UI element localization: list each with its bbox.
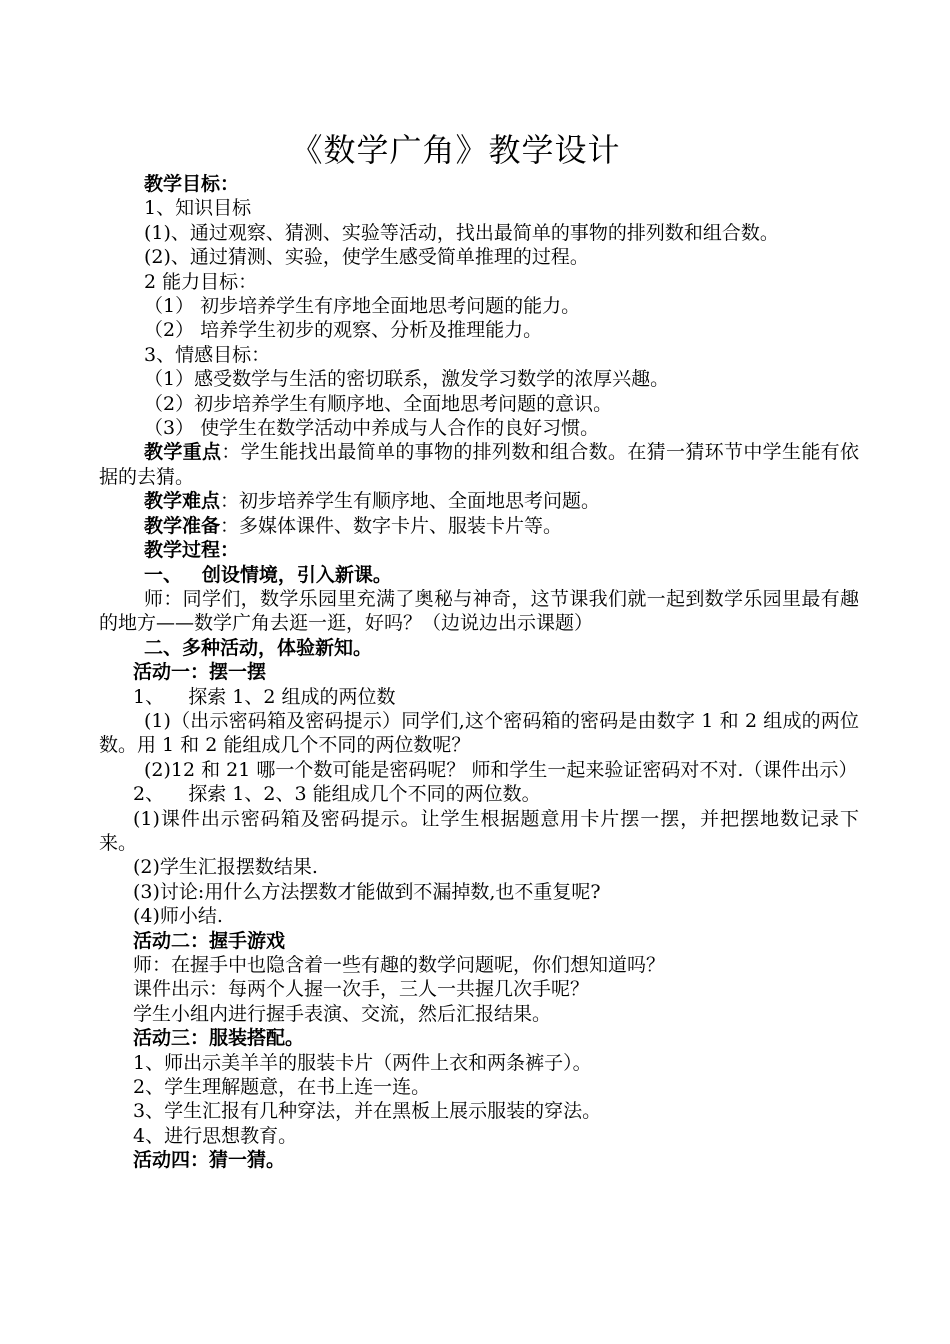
ability-heading: 2 能力目标： <box>144 270 258 293</box>
activity-1-step-1-item-2: (2)12 和 21 哪一个数可能是密码呢？ 师和学生一起来验证密码对不对.（课件出示） <box>144 758 858 781</box>
difficult-point-label: 教学难点 <box>144 490 221 513</box>
emotion-item-2: （2）初步培养学生有顺序地、全面地思考问题的意识。 <box>144 392 613 415</box>
key-point-text: ：学生能找出最简单的事物的排列数和组合数。在猜一猜环节中学生能有依据的去猜。 <box>99 441 859 488</box>
knowledge-item-1: (1)、通过观察、猜测、实验等活动，找出最简单的事物的排列数和组合数。 <box>144 221 779 244</box>
document-title: 《数学广角》教学设计 <box>290 131 621 169</box>
preparation-label: 教学准备 <box>144 514 221 537</box>
emotion-item-1: （1）感受数学与生活的密切联系，激发学习数学的浓厚兴趣。 <box>144 368 670 391</box>
activity-2-heading: 活动二：握手游戏 <box>133 929 286 952</box>
activity-2-line-1: 师：在握手中也隐含着一些有趣的数学问题呢，你们想知道吗？ <box>133 954 666 976</box>
process-heading: 教学过程： <box>144 539 240 562</box>
document-body <box>99 172 859 1173</box>
activity-1-step-2: 2、 探索 1、2、3 能组成几个不同的两位数。 <box>133 783 541 806</box>
activity-3-heading: 活动三：服装搭配。 <box>133 1027 305 1050</box>
activity-2-line-2: 课件出示：每两个人握一次手，三人一共握几次手呢？ <box>133 978 590 1001</box>
section-2-heading: 二、多种活动，体验新知。 <box>144 636 373 659</box>
objectives-heading: 教学目标： <box>144 173 240 195</box>
preparation-paragraph <box>99 514 859 538</box>
activity-1-step-1: 1、 探索 1、2 组成的两位数 <box>133 685 396 708</box>
activity-1-step-1-item-1: (1)（出示密码箱及密码提示）同学们,这个密码箱的密码是由数字 1 和 2 组成的两位数。用 1 和 2 能组成几个不同的两位数呢？ <box>99 709 859 757</box>
ability-item-2: （2） 培养学生初步的观察、分析及推理能力。 <box>144 319 543 342</box>
key-point-paragraph <box>99 440 859 489</box>
activity-1-step-2-item-3: (3)讨论:用什么方法摆数才能做到不漏掉数,也不重复呢? <box>133 880 601 903</box>
activity-1-step-2-item-1: (1)课件出示密码箱及密码提示。让学生根据题意用卡片摆一摆，并把摆地数记录下来。 <box>99 807 859 854</box>
key-point-label: 教学重点 <box>144 441 222 464</box>
knowledge-heading: 1、知识目标 <box>144 197 252 220</box>
emotion-heading: 3、情感目标： <box>144 343 271 366</box>
section-1-text: 师：同学们，数学乐园里充满了奥秘与神奇，这节课我们就一起到数学乐园里最有趣的地方——数学广角去逛一逛，好吗？（边说边出示课题） <box>99 587 859 635</box>
activity-4-heading: 活动四：猜一猜。 <box>133 1149 286 1172</box>
activity-3-line-2: 2、学生理解题意，在书上连一连。 <box>133 1076 431 1099</box>
preparation-text: ：多媒体课件、数字卡片、服装卡片等。 <box>220 514 563 537</box>
ability-item-1: （1） 初步培养学生有序地全面地思考问题的能力。 <box>144 295 581 318</box>
activity-3-line-1: 1、师出示美羊羊的服装卡片（两件上衣和两条裤子）。 <box>133 1051 592 1074</box>
activity-3-line-3: 3、学生汇报有几种穿法，并在黑板上展示服装的穿法。 <box>133 1100 602 1123</box>
difficult-point-text: ：初步培养学生有顺序地、全面地思考问题。 <box>220 490 601 513</box>
activity-1-step-2-item-2: (2)学生汇报摆数结果. <box>133 856 318 879</box>
activity-2-line-3: 学生小组内进行握手表演、交流，然后汇报结果。 <box>133 1002 552 1025</box>
activity-1-heading: 活动一：摆一摆 <box>133 661 267 684</box>
section-1-heading: 一、 创设情境，引入新课。 <box>144 563 392 586</box>
knowledge-item-2: (2)、通过猜测、实验，使学生感受简单推理的过程。 <box>144 246 589 269</box>
activity-3-line-4: 4、进行思想教育。 <box>133 1124 298 1147</box>
activity-1-step-2-item-4: (4)师小结. <box>133 905 223 928</box>
difficult-point-paragraph <box>99 489 859 513</box>
emotion-item-3: （3） 使学生在数学活动中养成与人合作的良好习惯。 <box>144 417 600 440</box>
